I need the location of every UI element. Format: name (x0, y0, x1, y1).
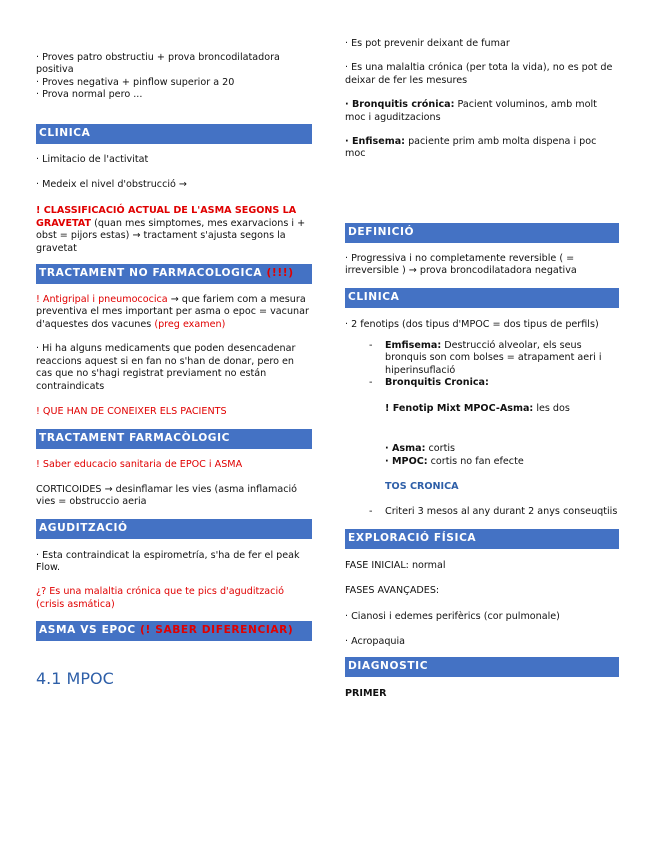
chronic-disease-question: ¿? Es una malaltia crónica que te pics d'agudització (crisis asmática) (36, 586, 284, 610)
section-heading-definicio: DEFINICIÓ (345, 223, 619, 243)
classification-red-text: ! CLASSIFICACIÓ ACTUAL DE L'ASMA SEGONS LA GRAVETAT (36, 205, 297, 229)
mpoc-treatment: · MPOC: cortis no fan efecte (385, 455, 524, 467)
chapter-heading: 4.1 MPOC (36, 669, 114, 689)
cianosi-note: · Cianosi i edemes perifèrics (cor pulmonale) (345, 610, 560, 622)
tos-cronica-heading: TOS CRONICA (385, 480, 459, 492)
fase-inicial-note: FASE INICIAL: normal (345, 559, 446, 571)
bronquitis-note: · Bronquitis crónica: Pacient voluminos, amb molt moc i aguditzacions (345, 99, 597, 123)
chronic-note: · Es una malaltia crónica (per tota la vida), no es pot de deixar de fer les mesures (345, 62, 613, 86)
fases-avancades-note: FASES AVANÇADES: (345, 585, 440, 597)
vaccine-note: ! Antigripal i pneumococica → que fariem com a mesura preventiva el mes important per asma o epoc = vacunar d'aquestes dos vacunes (preg examen) (36, 294, 309, 330)
clinica-item: · Medeix el nivel d'obstrucció → (36, 179, 187, 191)
left-column (36, 52, 312, 689)
section-heading-exploracio-fisica: EXPLORACIÓ FÍSICA (345, 529, 619, 549)
section-heading-clinica: CLINICA (36, 124, 312, 144)
section-heading-clinica-mpoc: CLINICA (345, 288, 619, 308)
section-heading-diagnostic: DIAGNOSTIC (345, 657, 619, 677)
section-heading-aguditzacio: AGUDITZACIÓ (36, 519, 312, 539)
aguditzacio-note: · Esta contraindicat la espirometría, s'ha de fer el peak Flow. (36, 549, 300, 573)
primer-label: PRIMER (345, 688, 387, 700)
prevention-note: · Es pot prevenir deixant de fumar (345, 38, 510, 49)
fenotips-note: · 2 fenotips (dos tipus d'MPOC = dos tipus de perfils) (345, 318, 599, 330)
asma-treatment: · Asma: cortis (385, 443, 456, 455)
right-column (345, 38, 619, 701)
intro-line-1: · Proves patro obstructiu + prova broncodilatadora positiva (36, 52, 280, 76)
section-heading-asma-vs-epoc: ASMA VS EPOC (! SABER DIFERENCIAR) (36, 621, 312, 641)
bronquitis-cronica-item: - Bronquitis Cronica: (369, 377, 489, 389)
emfisema-item: - Emfisema: Destrucció alveolar, els seus bronquis son com bolses = atrapament aeri i hiperinsuflació (369, 340, 602, 376)
acropaquia-note: · Acropaquia (345, 635, 406, 647)
classification-text: (quan mes simptomes, mes exarvacions i + obst = pijors estas) → tractament s'ajusta segons la gravetat (36, 217, 306, 254)
medication-note: · Hi ha alguns medicaments que poden desencadenar reaccions aquest si en fan no s'han de donar, pero en cas que no s'hagi registrat previament no están contraindicats (36, 343, 296, 392)
patients-know-note: ! QUE HAN DE CONEIXER ELS PACIENTS (36, 405, 227, 417)
education-note: ! Saber educacio sanitaria de EPOC i ASMA (36, 459, 243, 471)
section-heading-tractament-farmacologic: TRACTAMENT FARMACÒLOGIC (36, 429, 312, 449)
intro-line-3: · Prova normal pero ... (36, 89, 143, 101)
fenotip-mixt-note: ! Fenotip Mixt MPOC-Asma: les dos (385, 402, 570, 414)
section-heading-tractament-no-farmacologica: TRACTAMENT NO FARMACOLOGICA (!!!) (36, 264, 312, 284)
definicio-note: · Progressiva i no completamente reversible ( = irreversible ) → prova broncodilatadora negativa (345, 252, 577, 277)
enfisema-note: · Enfisema: paciente prim amb molta dispena i poc moc (345, 136, 597, 160)
classification-note (36, 205, 312, 255)
criteri-item: - Criteri 3 mesos al any durant 2 anys conseuqtiis (369, 506, 618, 518)
corticoides-note: CORTICOIDES → desinflamar les vies (asma inflamació vies = obstruccio aeria (36, 483, 298, 508)
intro-line-2: · Proves negativa + pinflow superior a 20 (36, 76, 235, 88)
clinica-item: · Limitacio de l'activitat (36, 153, 149, 165)
